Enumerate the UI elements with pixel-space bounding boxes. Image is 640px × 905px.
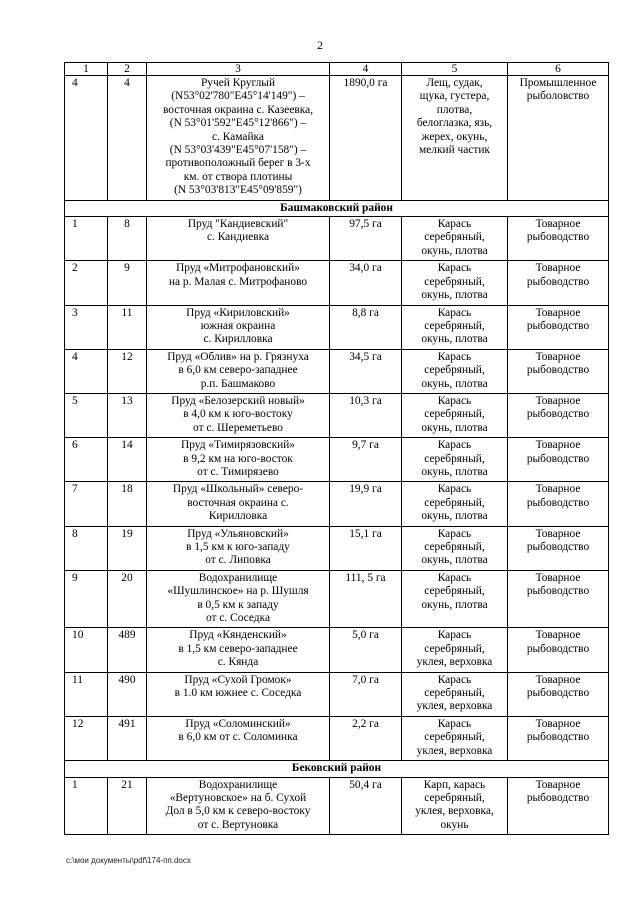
table-row bbox=[65, 672, 609, 716]
cell-c1: 2 bbox=[65, 261, 108, 305]
cell-c6 bbox=[508, 217, 609, 261]
cell-line: окунь, плотва bbox=[421, 510, 488, 523]
cell-c3 bbox=[147, 305, 330, 349]
cell-c3 bbox=[147, 217, 330, 261]
cell-c4: 5,0 га bbox=[330, 628, 402, 672]
header-cell: 1 bbox=[65, 63, 108, 76]
cell-c2: 11 bbox=[108, 305, 147, 349]
cell-c5 bbox=[402, 672, 508, 716]
water-bodies-table bbox=[64, 62, 609, 835]
cell-line: с. Кянда bbox=[217, 656, 259, 669]
cell-line: Товарное bbox=[535, 717, 581, 730]
cell-c3 bbox=[147, 482, 330, 526]
cell-line: серебряный, bbox=[424, 585, 485, 598]
cell-line: серебряный, bbox=[424, 231, 485, 244]
cell-line: мелкий частик bbox=[419, 144, 490, 157]
cell-line: Карась bbox=[437, 527, 472, 540]
cell-line: рыбоводство bbox=[526, 791, 590, 804]
cell-line: Карась bbox=[437, 394, 472, 407]
cell-c5 bbox=[402, 217, 508, 261]
cell-line: серебряный, bbox=[424, 642, 485, 655]
cell-line: Лещ, судак, bbox=[426, 77, 483, 89]
cell-line: рыбоводство bbox=[526, 731, 590, 744]
cell-c6 bbox=[508, 777, 609, 835]
cell-line: Товарное bbox=[535, 629, 581, 642]
table-row bbox=[65, 217, 609, 261]
cell-line: в 1.0 км южнее с. Соседка bbox=[174, 687, 302, 700]
cell-line: серебряный, bbox=[424, 541, 485, 553]
cell-line: с. Кандиевка bbox=[206, 231, 270, 244]
cell-line: Товарное bbox=[535, 778, 581, 791]
cell-line: рыбоводство bbox=[526, 541, 590, 553]
cell-line: Товарное bbox=[535, 262, 581, 275]
cell-c3 bbox=[147, 349, 330, 393]
cell-line: в 6,0 км северо-западнее bbox=[178, 364, 298, 377]
cell-line: (N 53°03'813"E45°09'859") bbox=[174, 184, 302, 197]
cell-c4: 50,4 га bbox=[330, 777, 402, 835]
cell-line: Карась bbox=[437, 262, 472, 275]
cell-c2: 491 bbox=[108, 716, 147, 760]
cell-c4: 34,0 га bbox=[330, 261, 402, 305]
cell-line: серебряный, bbox=[424, 275, 485, 288]
cell-line: Карась bbox=[437, 350, 472, 363]
cell-c1: 3 bbox=[65, 305, 108, 349]
cell-c6 bbox=[508, 305, 609, 349]
cell-c2: 9 bbox=[108, 261, 147, 305]
cell-line: Товарное bbox=[535, 483, 581, 496]
cell-line: от с. Соседка bbox=[205, 612, 270, 625]
cell-c2: 14 bbox=[108, 438, 147, 482]
cell-c3 bbox=[147, 672, 330, 716]
table-row bbox=[65, 349, 609, 393]
cell-c5 bbox=[402, 482, 508, 526]
cell-line: «Вертуновское» на б. Сухой bbox=[169, 791, 307, 804]
cell-line: серебряный, bbox=[424, 687, 485, 700]
cell-c5 bbox=[402, 526, 508, 570]
cell-line: Товарное bbox=[535, 306, 581, 319]
cell-line: рыбоводство bbox=[526, 319, 590, 332]
cell-c3 bbox=[147, 393, 330, 437]
cell-line: Товарное bbox=[535, 394, 581, 407]
table-row bbox=[65, 261, 609, 305]
cell-c4: 111, 5 га bbox=[330, 570, 402, 628]
cell-line: плотва, bbox=[436, 103, 473, 116]
cell-line: Кирилловка bbox=[208, 510, 268, 523]
cell-line: «Шушлинское» на р. Шушля bbox=[167, 585, 309, 598]
cell-c3 bbox=[147, 777, 330, 835]
cell-line: Пруд «Белозерский новый» bbox=[171, 394, 305, 407]
cell-line: Карась bbox=[437, 483, 472, 496]
cell-line: в 1,5 км северо-западнее bbox=[178, 642, 298, 655]
cell-line: рыбоводство bbox=[526, 231, 590, 244]
cell-line: уклея, верховка bbox=[416, 656, 493, 669]
cell-c1: 6 bbox=[65, 438, 108, 482]
cell-c5 bbox=[402, 570, 508, 628]
cell-line: белоглазка, язь, bbox=[416, 117, 493, 130]
cell-line: Товарное bbox=[535, 218, 581, 231]
cell-c2: 20 bbox=[108, 570, 147, 628]
cell-c4: 1890,0 га bbox=[330, 76, 402, 201]
cell-line: с. Камайка bbox=[212, 130, 264, 143]
cell-line: окунь, плотва bbox=[421, 465, 488, 478]
table-row bbox=[65, 76, 609, 201]
cell-line: щука, густера, bbox=[419, 90, 490, 103]
cell-c1: 10 bbox=[65, 628, 108, 672]
cell-c2: 12 bbox=[108, 349, 147, 393]
cell-line: серебряный, bbox=[424, 731, 485, 744]
cell-c1: 9 bbox=[65, 570, 108, 628]
cell-c1: 5 bbox=[65, 393, 108, 437]
cell-line: Пруд «Кириловский» bbox=[186, 306, 290, 319]
cell-c4: 15,1 га bbox=[330, 526, 402, 570]
cell-line: от с. Тимирязево bbox=[197, 465, 279, 478]
district-section-row bbox=[65, 761, 609, 777]
cell-c4: 34,5 га bbox=[330, 349, 402, 393]
cell-c4: 7,0 га bbox=[330, 672, 402, 716]
cell-line: Товарное bbox=[535, 439, 581, 452]
cell-line: Ручей Круглый bbox=[200, 77, 276, 89]
cell-line: серебряный, bbox=[424, 319, 485, 332]
cell-line: восточная окраина с. Казеевка, bbox=[162, 103, 314, 116]
cell-line: Пруд «Школьный» северо- bbox=[172, 483, 304, 496]
table-header-row bbox=[65, 63, 609, 76]
cell-line: Пруд «Кянденский» bbox=[189, 629, 287, 642]
cell-line: Пруд «Тимирязовский» bbox=[180, 439, 295, 452]
cell-line: серебряный, bbox=[424, 496, 485, 509]
cell-c6 bbox=[508, 672, 609, 716]
cell-line: с. Кирилловка bbox=[203, 333, 273, 346]
cell-line: рыбоводство bbox=[526, 452, 590, 465]
cell-line: (N 53°03'439"E45°07'158") – bbox=[169, 144, 307, 157]
cell-line: жерех, окунь, bbox=[421, 130, 488, 143]
cell-c6 bbox=[508, 570, 609, 628]
cell-c6 bbox=[508, 438, 609, 482]
cell-c3 bbox=[147, 628, 330, 672]
cell-line: рыбоводство bbox=[526, 364, 590, 377]
cell-line: рыбоводство bbox=[526, 496, 590, 509]
cell-c3 bbox=[147, 261, 330, 305]
cell-line: на р. Малая с. Митрофаново bbox=[168, 275, 308, 288]
cell-line: рыбоводство bbox=[526, 687, 590, 700]
cell-line: восточная окраина с. bbox=[187, 496, 289, 509]
cell-line: уклея, верховка, bbox=[415, 805, 494, 818]
cell-c5 bbox=[402, 438, 508, 482]
cell-line: в 4,0 км к юго-востоку bbox=[183, 408, 293, 421]
header-cell: 5 bbox=[402, 63, 508, 76]
table-row bbox=[65, 716, 609, 760]
cell-line: км. от створа плотины bbox=[183, 170, 293, 183]
cell-c2: 489 bbox=[108, 628, 147, 672]
table-row bbox=[65, 482, 609, 526]
cell-line: окунь, плотва bbox=[421, 289, 488, 302]
cell-line: южная окраина bbox=[200, 319, 276, 332]
district-section-row bbox=[65, 200, 609, 216]
cell-line: Товарное bbox=[535, 527, 581, 540]
cell-line: р.п. Башмаково bbox=[200, 377, 276, 390]
district-title: Бековский район bbox=[65, 761, 609, 777]
cell-line: от с. Липовка bbox=[205, 554, 271, 567]
cell-line: Товарное bbox=[535, 571, 581, 584]
table-row bbox=[65, 628, 609, 672]
cell-line: Товарное bbox=[535, 350, 581, 363]
cell-line: от с. Шереметьево bbox=[193, 421, 283, 434]
cell-c4: 19,9 га bbox=[330, 482, 402, 526]
cell-line: окунь, плотва bbox=[421, 421, 488, 434]
cell-c1: 1 bbox=[65, 217, 108, 261]
cell-line: в 1,5 км к юго-западу bbox=[186, 541, 290, 553]
cell-c5 bbox=[402, 76, 508, 201]
cell-c3 bbox=[147, 570, 330, 628]
cell-line: в 9,2 км на юго-восток bbox=[183, 452, 293, 465]
page-number: 2 bbox=[317, 38, 323, 52]
cell-c3 bbox=[147, 76, 330, 201]
table-row bbox=[65, 393, 609, 437]
cell-c2: 19 bbox=[108, 526, 147, 570]
cell-line: Карась bbox=[437, 439, 472, 452]
cell-line: Водохранилище bbox=[198, 571, 278, 584]
cell-line: Карась bbox=[437, 673, 472, 686]
cell-line: (N53°02'780"E45°14'149") – bbox=[171, 90, 305, 103]
cell-line: серебряный, bbox=[424, 408, 485, 421]
cell-c2: 4 bbox=[108, 76, 147, 201]
cell-line: окунь, плотва bbox=[421, 333, 488, 346]
cell-line: Пруд «Сухой Громок» bbox=[184, 673, 292, 686]
cell-line: рыбоводство bbox=[526, 642, 590, 655]
cell-line: уклея, верховка bbox=[416, 744, 493, 757]
cell-c1: 4 bbox=[65, 76, 108, 201]
table-row bbox=[65, 438, 609, 482]
table-row bbox=[65, 570, 609, 628]
cell-c4: 9,7 га bbox=[330, 438, 402, 482]
cell-line: Пруд "Кандиевский" bbox=[187, 218, 289, 231]
cell-line: Карась bbox=[437, 629, 472, 642]
cell-line: серебряный, bbox=[424, 791, 485, 804]
cell-line: Карась bbox=[437, 306, 472, 319]
cell-line: окунь, плотва bbox=[421, 244, 488, 257]
cell-c6 bbox=[508, 716, 609, 760]
cell-line: рыбоводство bbox=[526, 408, 590, 421]
cell-c4: 10,3 га bbox=[330, 393, 402, 437]
cell-c1: 7 bbox=[65, 482, 108, 526]
cell-line: окунь, плотва bbox=[421, 554, 488, 567]
cell-c2: 21 bbox=[108, 777, 147, 835]
header-cell: 3 bbox=[147, 63, 330, 76]
cell-line: Водохранилище bbox=[198, 778, 278, 791]
cell-line: серебряный, bbox=[424, 452, 485, 465]
cell-line: серебряный, bbox=[424, 364, 485, 377]
cell-line: Дол в 5,0 км к северо-востоку bbox=[165, 805, 311, 818]
table-row bbox=[65, 526, 609, 570]
cell-line: противоположный берег в 3-х bbox=[165, 157, 311, 170]
district-title: Башмаковский район bbox=[65, 200, 609, 216]
cell-c6 bbox=[508, 393, 609, 437]
cell-c6 bbox=[508, 526, 609, 570]
cell-c4: 8,8 га bbox=[330, 305, 402, 349]
cell-line: Пруд «Ульяновский» bbox=[187, 527, 289, 540]
cell-c6 bbox=[508, 482, 609, 526]
cell-line: окунь, плотва bbox=[421, 377, 488, 390]
cell-c5 bbox=[402, 261, 508, 305]
cell-line: окунь, плотва bbox=[421, 598, 488, 611]
cell-c4: 97,5 га bbox=[330, 217, 402, 261]
cell-line: Карась bbox=[437, 218, 472, 231]
document-path-footer: c:\мои документы\pdf\174-пп.docx bbox=[66, 856, 191, 865]
cell-line: от с. Вертуновка bbox=[197, 818, 279, 831]
cell-line: Пруд «Митрофановский» bbox=[176, 262, 300, 275]
table-row bbox=[65, 777, 609, 835]
cell-c6 bbox=[508, 76, 609, 201]
cell-c6 bbox=[508, 261, 609, 305]
cell-line: Товарное bbox=[535, 673, 581, 686]
cell-c4: 2,2 га bbox=[330, 716, 402, 760]
cell-line: в 0,5 км к западу bbox=[197, 598, 279, 611]
cell-line: уклея, верховка bbox=[416, 700, 493, 713]
cell-line: рыболовство bbox=[526, 90, 590, 103]
cell-line: окунь bbox=[440, 818, 469, 831]
cell-c3 bbox=[147, 526, 330, 570]
cell-line: в 6,0 км от с. Соломинка bbox=[178, 731, 298, 744]
cell-line: Пруд «Облив» на р. Грязнуха bbox=[167, 350, 309, 363]
cell-line: Пруд «Соломинский» bbox=[185, 717, 291, 730]
cell-c6 bbox=[508, 349, 609, 393]
cell-line: Карась bbox=[437, 717, 472, 730]
table-row bbox=[65, 305, 609, 349]
cell-line: (N 53°01'592"E45°12'866") – bbox=[169, 117, 307, 130]
cell-c2: 8 bbox=[108, 217, 147, 261]
cell-c1: 11 bbox=[65, 672, 108, 716]
cell-c3 bbox=[147, 716, 330, 760]
cell-c6 bbox=[508, 628, 609, 672]
cell-c1: 4 bbox=[65, 349, 108, 393]
header-cell: 6 bbox=[508, 63, 609, 76]
cell-c2: 13 bbox=[108, 393, 147, 437]
cell-c1: 1 bbox=[65, 777, 108, 835]
cell-c5 bbox=[402, 393, 508, 437]
cell-c5 bbox=[402, 716, 508, 760]
cell-c5 bbox=[402, 628, 508, 672]
cell-c5 bbox=[402, 305, 508, 349]
cell-line: Промышленное bbox=[519, 77, 597, 89]
cell-c5 bbox=[402, 777, 508, 835]
cell-line: Карп, карась bbox=[423, 778, 486, 791]
cell-line: рыбоводство bbox=[526, 585, 590, 598]
cell-line: рыбоводство bbox=[526, 275, 590, 288]
header-cell: 4 bbox=[330, 63, 402, 76]
header-cell: 2 bbox=[108, 63, 147, 76]
cell-c1: 8 bbox=[65, 526, 108, 570]
cell-c2: 18 bbox=[108, 482, 147, 526]
cell-c5 bbox=[402, 349, 508, 393]
cell-c3 bbox=[147, 438, 330, 482]
cell-line: Карась bbox=[437, 571, 472, 584]
cell-c2: 490 bbox=[108, 672, 147, 716]
cell-c1: 12 bbox=[65, 716, 108, 760]
